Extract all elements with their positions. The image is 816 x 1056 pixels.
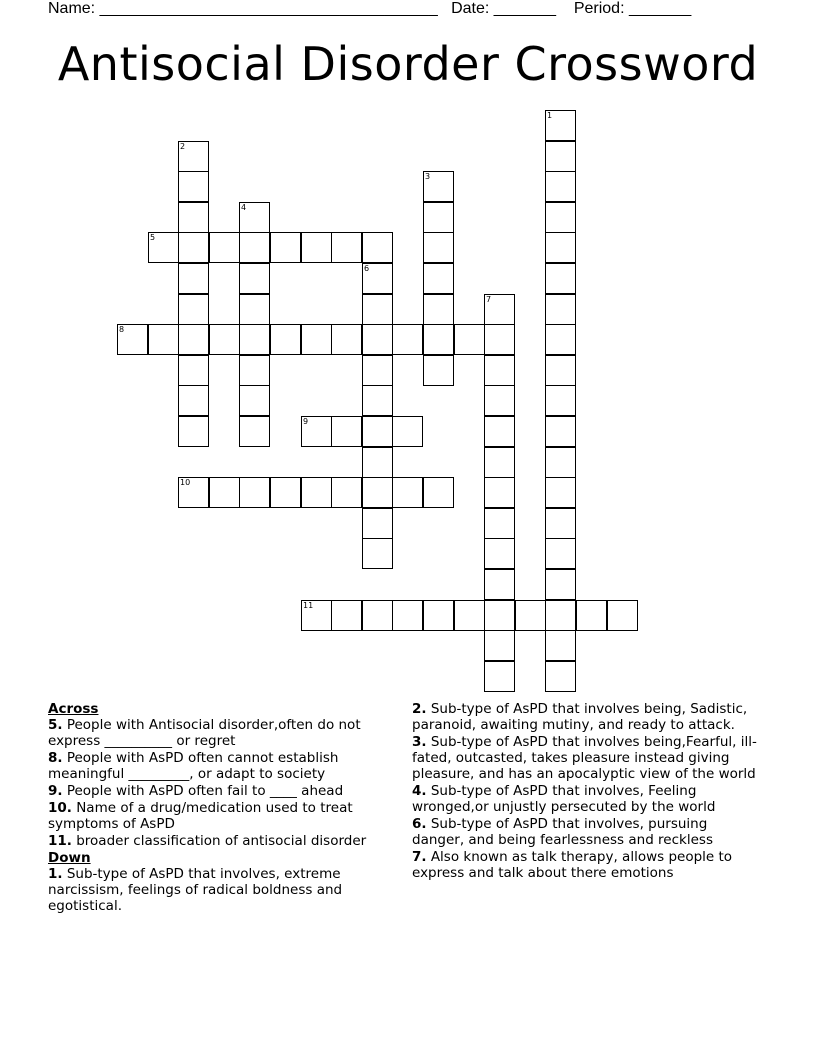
grid-cell[interactable] [239, 202, 270, 233]
down-clue [412, 783, 762, 815]
grid-cell[interactable] [484, 294, 515, 325]
clue-number-label: 10. [48, 800, 72, 816]
clue-number: 1 [547, 111, 553, 120]
grid-cell[interactable] [423, 294, 454, 325]
grid-cell[interactable] [362, 385, 393, 416]
clue-text: People with AsPD often fail to ____ ahead [62, 783, 344, 799]
grid-cell[interactable] [178, 171, 209, 202]
clue-number-label: 5. [48, 717, 63, 733]
grid-cell[interactable] [545, 232, 576, 263]
grid-cell[interactable] [362, 600, 393, 631]
down-heading: Down [48, 850, 91, 866]
grid-cell[interactable] [301, 416, 332, 447]
clue-number-label: 1. [48, 866, 63, 882]
clue-number: 4 [241, 203, 247, 212]
grid-cell[interactable] [484, 630, 515, 661]
grid-cell[interactable] [454, 600, 485, 631]
period-field-label[interactable]: Period: _______ [573, 0, 692, 17]
clue-text: People with Antisocial disorder,often do not express __________ or regret [48, 717, 361, 749]
down-clue [412, 734, 762, 782]
clue-number: 11 [303, 601, 314, 610]
grid-cell[interactable] [484, 600, 515, 631]
grid-cell[interactable] [239, 232, 270, 263]
grid-cell[interactable] [178, 141, 209, 172]
grid-cell[interactable] [331, 600, 362, 631]
grid-cell[interactable] [484, 538, 515, 569]
clue-number-label: 2. [412, 701, 427, 717]
grid-cell[interactable] [239, 294, 270, 325]
clue-number-label: 9. [48, 783, 63, 799]
grid-cell[interactable] [239, 385, 270, 416]
grid-cell[interactable] [270, 477, 301, 508]
grid-cell[interactable] [545, 355, 576, 386]
grid-cell[interactable] [484, 569, 515, 600]
across-clue [48, 800, 404, 832]
grid-cell[interactable] [484, 447, 515, 478]
clue-text: Sub-type of AsPD that involves being, Sadistic, paranoid, awaiting mutiny, and ready to attack. [412, 701, 748, 733]
grid-cell[interactable] [239, 263, 270, 294]
grid-cell[interactable] [301, 232, 332, 263]
grid-cell[interactable] [545, 141, 576, 172]
clue-text: Sub-type of AsPD that involves, Feeling wronged,or unjustly persecuted by the world [412, 783, 716, 815]
across-heading: Across [48, 701, 99, 717]
across-clue [48, 833, 404, 849]
grid-cell[interactable] [178, 324, 209, 355]
clue-number-label: 4. [412, 783, 427, 799]
clue-number-label: 6. [412, 816, 427, 832]
grid-cell[interactable] [484, 355, 515, 386]
grid-cell[interactable] [331, 232, 362, 263]
clues-right-column [412, 701, 762, 882]
grid-cell[interactable] [545, 202, 576, 233]
clue-number: 2 [180, 142, 186, 151]
grid-cell[interactable] [545, 630, 576, 661]
grid-cell[interactable] [362, 538, 393, 569]
down-clue [412, 816, 762, 848]
grid-cell[interactable] [423, 600, 454, 631]
grid-cell[interactable] [301, 600, 332, 631]
clue-number: 5 [150, 233, 156, 242]
clue-number: 3 [425, 172, 431, 181]
grid-cell[interactable] [362, 324, 393, 355]
grid-cell[interactable] [484, 324, 515, 355]
clue-number: 8 [119, 325, 125, 334]
grid-cell[interactable] [178, 355, 209, 386]
grid-cell[interactable] [423, 171, 454, 202]
clue-number: 9 [303, 417, 309, 426]
down-clue-list-left [48, 866, 404, 914]
grid-cell[interactable] [178, 294, 209, 325]
grid-cell[interactable] [178, 263, 209, 294]
clue-number-label: 11. [48, 833, 72, 849]
clue-text: Also known as talk therapy, allows people to express and talk about there emotions [412, 849, 733, 881]
grid-cell[interactable] [423, 324, 454, 355]
grid-cell[interactable] [423, 355, 454, 386]
grid-cell[interactable] [331, 324, 362, 355]
grid-cell[interactable] [239, 324, 270, 355]
grid-cell[interactable] [545, 385, 576, 416]
across-clue-list [48, 717, 404, 849]
page-title: Antisocial Disorder Crossword [57, 37, 759, 91]
grid-cell[interactable] [362, 263, 393, 294]
name-field-label[interactable]: Name: ______________________________________ [48, 0, 438, 17]
grid-cell[interactable] [545, 661, 576, 692]
clue-text: Name of a drug/medication used to treat symptoms of AsPD [48, 800, 353, 832]
grid-cell[interactable] [270, 324, 301, 355]
clue-text: Sub-type of AsPD that involves, extreme narcissism, feelings of radical boldness and egotistical. [48, 866, 343, 914]
clue-number-label: 8. [48, 750, 63, 766]
grid-cell[interactable] [362, 447, 393, 478]
grid-cell[interactable] [301, 324, 332, 355]
clue-text: People with AsPD often cannot establish meaningful _________, or adapt to society [48, 750, 339, 782]
grid-cell[interactable] [178, 385, 209, 416]
grid-cell[interactable] [545, 569, 576, 600]
clue-number: 6 [364, 264, 370, 273]
grid-cell[interactable] [423, 263, 454, 294]
grid-cell[interactable] [576, 600, 607, 631]
grid-cell[interactable] [545, 447, 576, 478]
grid-cell[interactable] [545, 600, 576, 631]
grid-cell[interactable] [484, 385, 515, 416]
grid-cell[interactable] [545, 477, 576, 508]
grid-cell[interactable] [545, 171, 576, 202]
grid-cell[interactable] [545, 416, 576, 447]
grid-cell[interactable] [392, 416, 423, 447]
across-clue [48, 783, 404, 799]
grid-cell[interactable] [484, 661, 515, 692]
grid-cell[interactable] [362, 416, 393, 447]
grid-cell[interactable] [607, 600, 638, 631]
grid-cell[interactable] [423, 232, 454, 263]
down-clue [48, 866, 404, 914]
clue-text: broader classification of antisocial disorder [71, 833, 367, 849]
clue-number: 10 [180, 478, 191, 487]
across-clue [48, 717, 404, 749]
grid-cell[interactable] [148, 324, 179, 355]
grid-cell[interactable] [362, 232, 393, 263]
clue-number-label: 3. [412, 734, 427, 750]
clue-text: Sub-type of AsPD that involves, pursuing danger, and being fearlessness and reckless [412, 816, 713, 848]
grid-cell[interactable] [362, 294, 393, 325]
down-clue [412, 701, 762, 733]
clue-number-label: 7. [412, 849, 427, 865]
grid-cell[interactable] [484, 477, 515, 508]
grid-cell[interactable] [545, 263, 576, 294]
grid-cell[interactable] [239, 355, 270, 386]
grid-cell[interactable] [239, 416, 270, 447]
across-clue [48, 750, 404, 782]
grid-cell[interactable] [331, 477, 362, 508]
grid-cell[interactable] [484, 508, 515, 539]
grid-cell[interactable] [362, 355, 393, 386]
grid-cell[interactable] [392, 600, 423, 631]
grid-cell[interactable] [454, 324, 485, 355]
grid-cell[interactable] [545, 538, 576, 569]
grid-cell[interactable] [423, 477, 454, 508]
down-clue [412, 849, 762, 881]
grid-cell[interactable] [515, 600, 546, 631]
grid-cell[interactable] [209, 232, 240, 263]
grid-cell[interactable] [209, 477, 240, 508]
grid-cell[interactable] [239, 477, 270, 508]
grid-cell[interactable] [301, 477, 332, 508]
grid-cell[interactable] [148, 232, 179, 263]
down-clue-list-right [412, 701, 762, 881]
grid-cell[interactable] [545, 294, 576, 325]
grid-cell[interactable] [423, 202, 454, 233]
grid-cell[interactable] [392, 477, 423, 508]
grid-cell[interactable] [545, 508, 576, 539]
date-field-label[interactable]: Date: _______ [451, 0, 557, 17]
grid-cell[interactable] [209, 324, 240, 355]
clue-text: Sub-type of AsPD that involves being,Fearful, ill-fated, outcasted, takes pleasure instead giving pleasure, and has an apocalyptic view of the world [412, 734, 757, 782]
grid-cell[interactable] [178, 416, 209, 447]
grid-cell[interactable] [362, 508, 393, 539]
grid-cell[interactable] [270, 232, 301, 263]
grid-cell[interactable] [331, 416, 362, 447]
grid-cell[interactable] [545, 110, 576, 141]
grid-cell[interactable] [178, 202, 209, 233]
grid-cell[interactable] [178, 477, 209, 508]
grid-cell[interactable] [484, 416, 515, 447]
clue-number: 7 [486, 295, 492, 304]
clues-left-column [48, 701, 404, 915]
grid-cell[interactable] [545, 324, 576, 355]
grid-cell[interactable] [178, 232, 209, 263]
grid-cell[interactable] [362, 477, 393, 508]
grid-cell[interactable] [392, 324, 423, 355]
grid-cell[interactable] [117, 324, 148, 355]
